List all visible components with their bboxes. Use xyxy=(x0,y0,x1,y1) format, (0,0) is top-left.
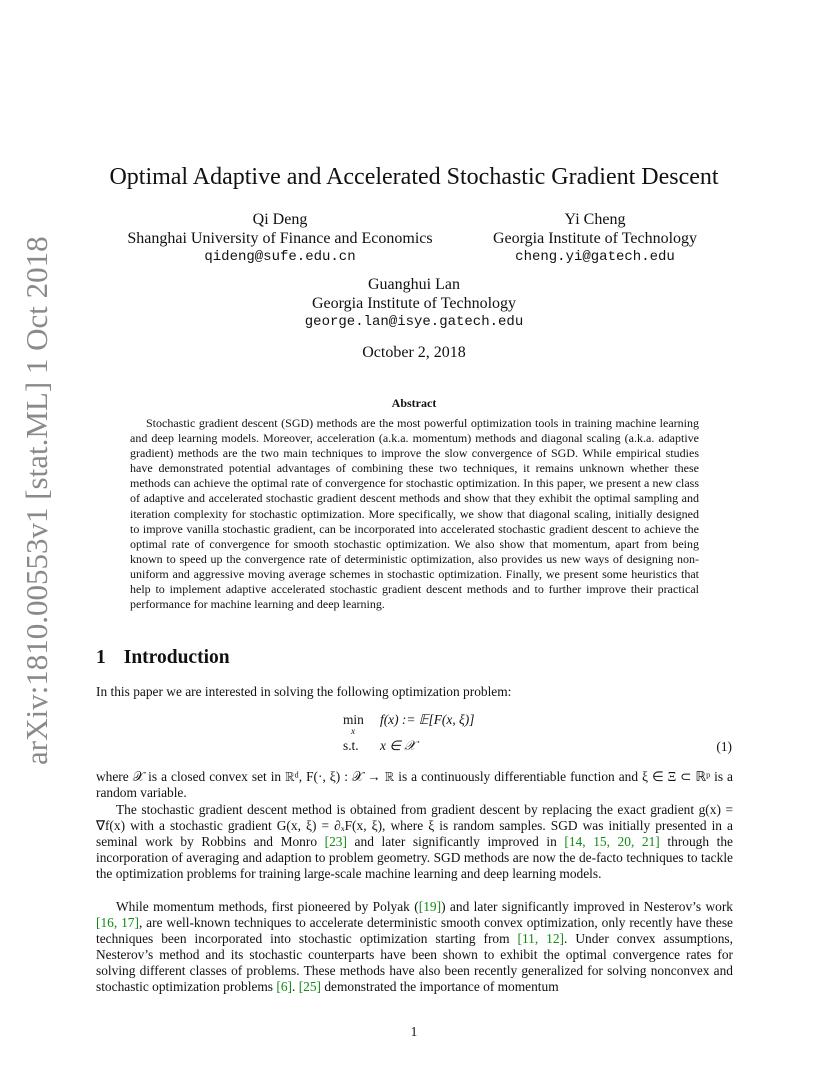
citation-link[interactable]: [14, 15, 20, 21] xyxy=(564,834,660,850)
author-email[interactable]: qideng@sufe.edu.cn xyxy=(204,249,356,265)
paper-date: October 2, 2018 xyxy=(362,344,466,361)
author-block-3 xyxy=(264,275,564,332)
equation-min-subscript: x xyxy=(351,726,355,736)
citation-link[interactable]: [16, 17] xyxy=(96,915,139,931)
text-run: and later significantly improved in xyxy=(346,834,565,850)
text-run: through the incorporation of averaging and adaption to problem geometry. SGD methods are now the de-facto techniques to tackle the optimization problems for training large-scale machine learning and deep learning models. xyxy=(96,834,733,882)
paper-title: Optimal Adaptive and Accelerated Stochastic Gradient Descent xyxy=(109,164,719,190)
author-block-1 xyxy=(110,210,450,267)
author-block-2 xyxy=(470,210,720,267)
text-run: demonstrated the importance of momentum xyxy=(321,979,559,995)
author-affiliation: Shanghai University of Finance and Economics xyxy=(127,230,433,247)
abstract-text: Stochastic gradient descent (SGD) methods are the most powerful optimization tools in training machine learning and deep learning models. Moreover, acceleration (a.k.a. momentum) methods and diagonal scaling (a.k.a. adaptive gradient) methods are the two main techniques to improve the slow convergence of SGD. While empirical studies have demonstrated potential advantages of combining these two techniques, it remains unknown whether these methods can achieve the optimal rate of convergence for stochastic optimization. In this paper, we present a new class of adaptive and accelerated stochastic gradient descent methods and show that they exhibit the optimal sampling and iteration complexity for stochastic optimization. More specifically, we show that diagonal scaling, initially designed to improve vanilla stochastic gradient, can be incorporated into accelerated stochastic gradient descent to achieve the optimal rate of convergence for smooth stochastic optimization. We also show that momentum, apart from being known to speed up the convergence rate of deterministic optimization, also provides us new ways of designing non-uniform and aggressive moving average schemes in stochastic optimization. Finally, we present some heuristics that help to implement adaptive accelerated stochastic gradient descent methods and to further improve their practical performance for machine learning and deep learning. xyxy=(130,416,699,612)
citation-link[interactable]: [25] xyxy=(298,979,322,995)
paragraph-2 xyxy=(96,802,733,882)
author-name: Qi Deng xyxy=(252,211,308,228)
text-run: While momentum methods, first pioneered by Polyak ( xyxy=(116,899,419,914)
author-affiliation: Georgia Institute of Technology xyxy=(492,230,698,247)
author-affiliation: Georgia Institute of Technology xyxy=(311,295,517,312)
author-email[interactable]: cheng.yi@gatech.edu xyxy=(515,249,675,265)
arxiv-sidebar-stamp: arXiv:1810.00553v1 [stat.ML] 1 Oct 2018 xyxy=(19,236,54,765)
text-run: , are well-known techniques to accelerate deterministic smooth convex optimization, only recently have these techniques been incorporated into stochastic optimization starting from xyxy=(96,915,733,947)
author-name: Guanghui Lan xyxy=(368,276,460,293)
section-heading xyxy=(96,647,230,669)
author-name: Yi Cheng xyxy=(564,211,626,228)
citation-link[interactable]: [19] xyxy=(418,899,442,914)
intro-sentence: In this paper we are interested in solving the following optimization problem: xyxy=(96,684,512,699)
paragraph-1: where 𝒳 is a closed convex set in ℝᵈ, F(·, ξ) : 𝒳 → ℝ is a continuously differentiable function and ξ ∈ Ξ ⊂ ℝᵖ is a random variable. xyxy=(96,769,733,801)
text-run: ) and later significantly improved in Nesterov’s work xyxy=(441,899,734,914)
text-run: . xyxy=(292,979,299,995)
citation-link[interactable]: [23] xyxy=(324,834,347,850)
equation-st: s.t. xyxy=(343,738,359,753)
equation-number: (1) xyxy=(716,739,732,754)
page-number: 1 xyxy=(410,1024,418,1039)
citation-link[interactable]: [11, 12] xyxy=(517,931,565,947)
paragraph-3 xyxy=(96,899,733,996)
section-number: 1 xyxy=(96,647,106,668)
text-run: The stochastic gradient descent method is obtained from gradient descent by replacing the exact gradient g(x) = ∇f(x) with a stochastic gradient G(x, ξ) = ∂ₓF(x, ξ), where ξ is random samples. SGD was initially presented in a seminal work by Robbins and Monro xyxy=(96,802,733,850)
equation-constraint: x ∈ 𝒳 xyxy=(380,738,416,753)
author-email[interactable]: george.lan@isye.gatech.edu xyxy=(304,314,524,330)
citation-link[interactable]: [6] xyxy=(276,979,292,995)
text-run: . Under convex assumptions, Nesterov’s method and its stochastic counterparts have been shown to exhibit the optimal convergence rates for solving different classes of problems. These methods have also been recently generalized for solving nonconvex and stochastic optimization problems xyxy=(96,931,733,995)
section-title: Introduction xyxy=(123,647,230,668)
equation-objective: f(x) := 𝔼[F(x, ξ)] xyxy=(380,712,475,727)
abstract-heading: Abstract xyxy=(391,396,437,410)
equation-min: min xyxy=(343,712,364,727)
